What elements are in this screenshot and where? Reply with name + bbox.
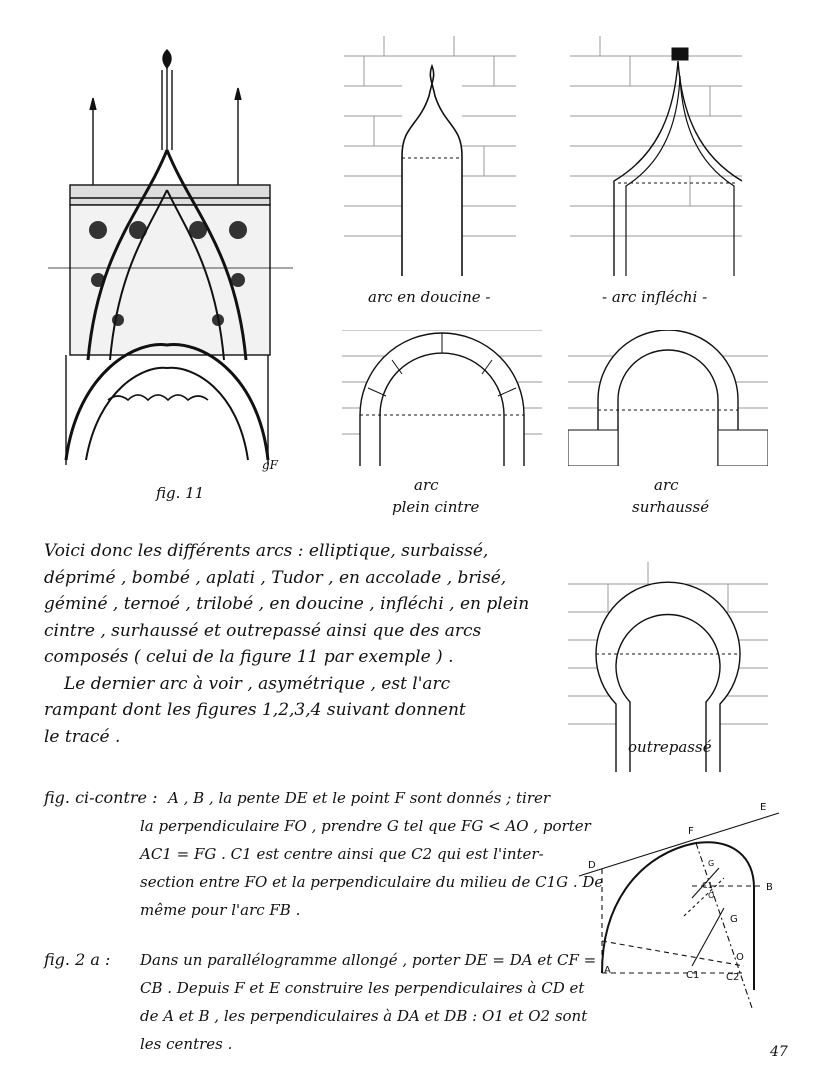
fig-contre-line: section entre FO et la perpendiculaire du milieu de C1G . De [140, 873, 604, 891]
arc-inflechi-drawing [570, 36, 742, 276]
fig-contre-line: A , B , la pente DE et le point F sont donnés ; tirer [168, 789, 551, 807]
fig-contre-line: AC1 = FG . C1 est centre ainsi que C2 qui est l'inter- [140, 845, 544, 863]
arc-plein-cintre-drawing [342, 330, 542, 466]
diagram-label-A: A [604, 965, 611, 976]
diagram-label-C1-small: C1 [702, 881, 713, 890]
plein-cintre-caption-1: arc [414, 476, 439, 494]
fig-contre-line: la perpendiculaire FO , prendre G tel que FG < AO , porter [140, 817, 591, 835]
intro-paragraph [44, 538, 529, 750]
surhausse-caption-2: surhaussé [632, 498, 710, 516]
plein-cintre-caption-2: plein cintre [392, 498, 480, 516]
fig-2a-line: CB . Depuis F et E construire les perpendiculaires à CD et [140, 979, 585, 997]
page-number: 47 [770, 1044, 788, 1060]
rampant-line: Le dernier arc à voir , asymétrique , est l'arc [64, 673, 451, 694]
inflechi-caption: - arc infléchi - [602, 288, 708, 306]
fig-2a-line: les centres . [140, 1035, 233, 1053]
arc-en-doucine-drawing [344, 36, 516, 276]
intro-line: cintre , surhaussé et outrepassé ainsi que des arcs [44, 620, 482, 641]
diagram-label-O-small: O [708, 891, 715, 900]
figure-11-gothic-canopy [48, 40, 293, 480]
diagram-label-C1: C1 [686, 970, 700, 981]
diagram-label-C2: C2 [726, 972, 740, 983]
rampant-arch-construction-diagram [574, 798, 796, 1008]
arc-surhausse-drawing [568, 330, 768, 466]
diagram-label-B: B [766, 882, 773, 893]
diagram-label-D: D [588, 860, 596, 871]
diagram-label-F: F [688, 826, 694, 837]
surhausse-caption-1: arc [654, 476, 679, 494]
fig-2a-label: fig. 2 a : [44, 950, 111, 969]
rampant-line: le tracé . [44, 726, 121, 747]
fig11-caption: fig. 11 [156, 484, 205, 502]
fig-2a-paragraph [140, 946, 596, 1058]
doucine-caption: arc en doucine - [368, 288, 491, 306]
intro-line: Voici donc les différents arcs : elliptique, surbaissé, [44, 541, 489, 561]
intro-line: géminé , ternoé , trilobé , en doucine , infléchi , en plein [44, 594, 530, 614]
diagram-label-G-small: G [708, 859, 715, 868]
intro-line: déprimé , bombé , aplati , Tudor , en accolade , brisé, [44, 567, 507, 588]
diagram-label-G: G [730, 914, 738, 925]
fig-2a-line: de A et B , les perpendiculaires à DA et DB : O1 et O2 sont [140, 1007, 588, 1025]
fig-ci-contre-label: fig. ci-contre : [44, 788, 158, 807]
diagram-label-O: O [736, 952, 744, 963]
fig-ci-contre-paragraph [140, 784, 603, 924]
fig-contre-line: même pour l'arc FB . [140, 901, 301, 919]
intro-line: composés ( celui de la figure 11 par exemple ) . [44, 647, 454, 667]
outrepasse-caption: outrepassé [628, 738, 712, 756]
fig-2a-line: Dans un parallélogramme allongé , porter DE = DA et CF = [140, 951, 597, 969]
fig11-signature: gF [262, 458, 279, 472]
diagram-label-E: E [760, 802, 767, 813]
rampant-line: rampant dont les figures 1,2,3,4 suivant donnent [44, 700, 466, 720]
